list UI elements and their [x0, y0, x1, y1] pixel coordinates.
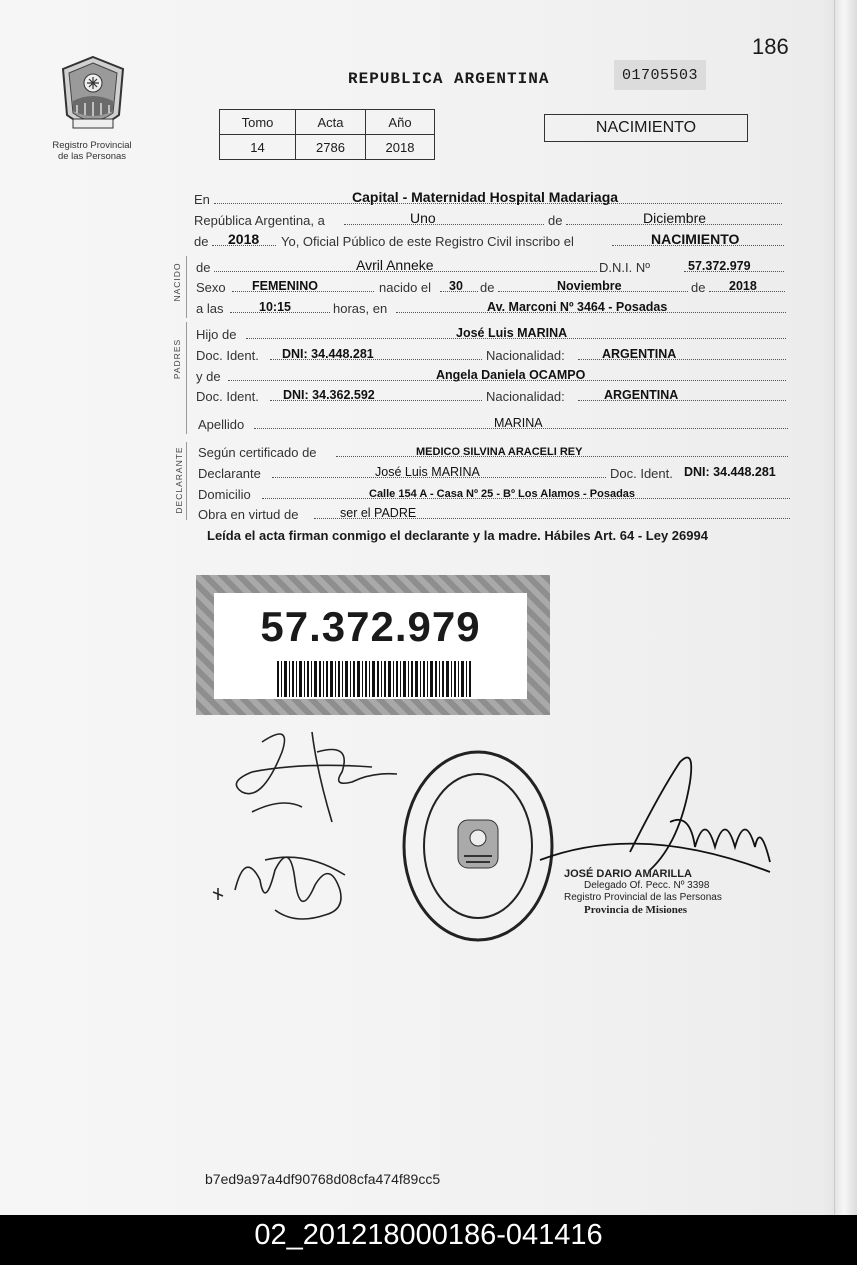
child-name-line	[0, 255, 857, 277]
father-doc-line	[0, 343, 857, 365]
declarante-label: Declarante	[198, 466, 261, 481]
nacido-section-label: NACIDO	[172, 262, 182, 302]
time-place-line	[0, 296, 857, 318]
place-line	[0, 187, 857, 209]
virtue-line	[0, 502, 857, 524]
father-name-value: José Luis MARINA	[456, 326, 568, 340]
date-line	[0, 208, 857, 230]
sex-birth-line	[0, 275, 857, 297]
mother-doc-value: DNI: 34.362.592	[283, 388, 375, 402]
dotted-line	[344, 224, 544, 225]
registration-line	[0, 229, 857, 251]
birth-day-value: 30	[449, 279, 463, 293]
dni-sticker	[196, 575, 550, 715]
certificate-value: MEDICO SILVINA ARACELI REY	[416, 446, 583, 458]
month-value: Diciembre	[643, 210, 707, 226]
en-label: En	[194, 192, 210, 207]
docid-label: Doc. Ident.	[196, 348, 259, 363]
official-org: Registro Provincial de las Personas	[564, 892, 722, 903]
tomo-acta-table	[219, 109, 435, 160]
birth-year-value: 2018	[729, 279, 757, 293]
mother-name-value: Angela Daniela OCAMPO	[436, 368, 586, 382]
tomo-header: Tomo	[220, 110, 296, 135]
time-value: 10:15	[259, 300, 291, 314]
place-value: Capital - Maternidad Hospital Madariaga	[352, 189, 619, 205]
dni-number: 57.372.979	[260, 603, 481, 650]
de-label: de	[548, 213, 563, 228]
mother-nat-value: ARGENTINA	[604, 388, 679, 402]
registry-line-2: de las Personas	[57, 151, 127, 162]
republica-label: República Argentina, a	[194, 213, 325, 228]
declarante-section-label: DECLARANTE	[174, 446, 184, 514]
address-line	[0, 482, 857, 504]
address-value: Calle 154 A - Casa Nº 25 - Bº Los Alamos - Posadas	[369, 488, 636, 500]
file-id-footer: 02_201218000186-041416	[0, 1215, 857, 1265]
official-signature	[520, 752, 780, 878]
registry-caption	[40, 140, 144, 162]
nacionalidad-label: Nacionalidad:	[486, 348, 565, 363]
sex-value: FEMENINO	[252, 279, 318, 293]
act-value: NACIMIENTO	[651, 231, 740, 247]
hijo-label: Hijo de	[196, 327, 237, 342]
declarant-signature	[222, 712, 402, 836]
official-province: Provincia de Misiones	[584, 904, 688, 916]
surname-value: MARINA	[494, 416, 543, 430]
de-name-label: de	[196, 260, 211, 275]
closing-statement: Leída el acta firman conmigo el declarante y la madre. Hábiles Art. 64 - Ley 26994	[207, 528, 708, 543]
act-type-box: NACIMIENTO	[544, 114, 748, 142]
year-value: 2018	[228, 231, 260, 247]
acta-header: Acta	[296, 110, 366, 135]
mother-signature	[205, 830, 365, 930]
apellido-label: Apellido	[198, 417, 245, 432]
surname-line	[0, 412, 857, 434]
birth-month-value: Noviembre	[557, 279, 622, 293]
document-hash: b7ed9a97a4df90768d08cfa474f89cc5	[205, 1171, 441, 1187]
dni-label: D.N.I. Nº	[599, 260, 650, 275]
father-nat-value: ARGENTINA	[602, 347, 677, 361]
child-name-value: Avril Anneke	[356, 257, 434, 273]
nacionalidad2-label: Nacionalidad:	[486, 389, 565, 404]
serial-number: 01705503	[614, 60, 706, 90]
horas-label: horas, en	[333, 301, 388, 316]
birth-place-value: Av. Marconi Nº 3464 - Posadas	[487, 300, 668, 314]
docid2-label: Doc. Ident.	[196, 389, 259, 404]
virtue-value: ser el PADRE	[340, 506, 417, 520]
mother-doc-line	[0, 384, 857, 406]
dni-sticker-inner	[214, 593, 527, 699]
anio-header: Año	[366, 110, 435, 135]
domicilio-label: Domicilio	[198, 487, 251, 502]
docid3-label: Doc. Ident.	[610, 466, 673, 481]
page-edge	[834, 0, 857, 1215]
de4-label: de	[691, 280, 706, 295]
day-value: Uno	[410, 210, 436, 226]
page-number: 186	[752, 34, 789, 59]
anio-value: 2018	[366, 135, 435, 160]
official-stamp	[564, 868, 722, 916]
father-doc-value: DNI: 34.448.281	[282, 347, 374, 361]
declarant-line	[0, 461, 857, 483]
de3-label: de	[480, 280, 495, 295]
declarant-doc-value: DNI: 34.448.281	[684, 465, 776, 479]
mother-line	[0, 364, 857, 386]
registry-line-1: Registro Provincial	[52, 140, 132, 151]
yde-label: y de	[196, 369, 221, 384]
barcode-icon	[277, 661, 473, 697]
alas-label: a las	[196, 301, 224, 316]
provincial-crest-icon	[57, 55, 129, 137]
acta-value: 2786	[296, 135, 366, 160]
country-title: REPUBLICA ARGENTINA	[348, 70, 550, 88]
nacido-label: nacido el	[379, 280, 432, 295]
yo-label: Yo, Oficial Público de este Registro Civil inscribo el	[281, 234, 574, 249]
child-dni-value: 57.372.979	[688, 259, 751, 273]
sexo-label: Sexo	[196, 280, 226, 295]
official-name: JOSÉ DARIO AMARILLA	[564, 868, 692, 880]
tomo-value: 14	[220, 135, 296, 160]
padres-section-label: PADRES	[172, 338, 182, 380]
obra-label: Obra en virtud de	[198, 507, 299, 522]
father-line	[0, 322, 857, 344]
official-role: Delegado Of. Pecc. Nº 3398	[584, 880, 710, 891]
de2-label: de	[194, 234, 209, 249]
segun-label: Según certificado de	[198, 445, 317, 460]
certificate-line	[0, 440, 857, 462]
declarant-name-value: José Luis MARINA	[375, 465, 480, 479]
